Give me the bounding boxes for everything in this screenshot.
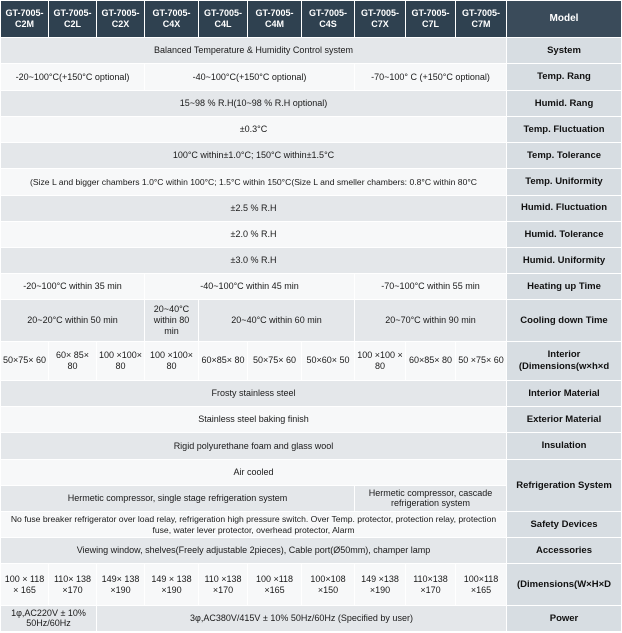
outer-dim-7: 100×108 ×150 — [302, 564, 355, 605]
interior-dim-1: 50×75× 60 — [1, 341, 49, 380]
row-safety — [1, 511, 622, 537]
humid-unif-value: ±3.0 % R.H — [1, 247, 507, 273]
model-header-row — [1, 1, 622, 38]
row-insulation — [1, 433, 622, 459]
interior-dim-10: 50 ×75× 60 — [456, 341, 507, 380]
model-col-9: GT-7005-C7L — [406, 1, 456, 38]
row-temp-fluct — [1, 116, 622, 142]
humid-range-label: Humid. Rang — [507, 90, 622, 116]
model-col-8: GT-7005-C7X — [355, 1, 406, 38]
outer-dim-1: 100 × 118 × 165 — [1, 564, 49, 605]
temp-tol-label: Temp. Tolerance — [507, 143, 622, 169]
insulation-value: Rigid polyurethane foam and glass wool — [1, 433, 507, 459]
model-col-7: GT-7005-C4S — [302, 1, 355, 38]
refrigeration-cooling: Air cooled — [1, 459, 507, 485]
interior-dim-4: 100 ×100× 80 — [145, 341, 199, 380]
temp-unif-label: Temp. Uniformity — [507, 169, 622, 195]
outer-dim-4: 149 × 138 ×190 — [145, 564, 199, 605]
interior-dim-3: 100 ×100× 80 — [97, 341, 145, 380]
row-accessories — [1, 538, 622, 564]
accessories-value: Viewing window, shelves(Freely adjustable 2pieces), Cable port(Ø50mm), champer lamp — [1, 538, 507, 564]
temp-range-c7: -70~100° C (+150°C optional) — [355, 64, 507, 90]
model-col-6: GT-7005-C4M — [248, 1, 302, 38]
model-col-10: GT-7005-C7M — [456, 1, 507, 38]
humid-fluct-label: Humid. Fluctuation — [507, 195, 622, 221]
safety-label: Safety Devices — [507, 511, 622, 537]
humid-tol-label: Humid. Tolerance — [507, 221, 622, 247]
row-interior-dim — [1, 341, 622, 380]
heating-c7: -70~100°C within 55 min — [355, 274, 507, 300]
exterior-mat-label: Exterior Material — [507, 407, 622, 433]
model-label: Model — [507, 1, 622, 38]
power-three-phase: 3φ,AC380V/415V ± 10% 50Hz/60Hz (Specified by user) — [97, 605, 507, 631]
row-power — [1, 605, 622, 631]
refrigeration-single: Hermetic compressor, single stage refrigeration system — [1, 485, 355, 511]
temp-fluct-value: ±0.3°C — [1, 116, 507, 142]
humid-range-value: 15~98 % R.H(10~98 % R.H optional) — [1, 90, 507, 116]
interior-dim-9: 60×85× 80 — [406, 341, 456, 380]
interior-dim-8: 100 ×100 × 80 — [355, 341, 406, 380]
cooling-c7: 20~70°C within 90 min — [355, 300, 507, 341]
temp-fluct-label: Temp. Fluctuation — [507, 116, 622, 142]
outer-dim-9: 110×138 ×170 — [406, 564, 456, 605]
refrigeration-cascade: Hermetic compressor, cascade refrigeration system — [355, 485, 507, 511]
interior-dim-5: 60×85× 80 — [199, 341, 248, 380]
outer-dim-6: 100 ×118 ×165 — [248, 564, 302, 605]
interior-dim-7: 50×60× 50 — [302, 341, 355, 380]
temp-tol-value: 100°C within±1.0°C; 150°C within±1.5°C — [1, 143, 507, 169]
row-system — [1, 38, 622, 64]
interior-mat-label: Interior Material — [507, 380, 622, 406]
temp-range-label: Temp. Rang — [507, 64, 622, 90]
safety-value: No fuse breaker refrigerator over load relay, refrigeration high pressure switch. Over Temp. protector, protection relay, protection fuse, water lever protector, overhead protector, Alarm — [1, 511, 507, 537]
row-refrigeration-1 — [1, 459, 622, 485]
model-col-5: GT-7005-C4L — [199, 1, 248, 38]
model-col-4: GT-7005-C4X — [145, 1, 199, 38]
row-humid-range — [1, 90, 622, 116]
outer-dim-8: 149 ×138 ×190 — [355, 564, 406, 605]
row-heating — [1, 274, 622, 300]
row-humid-fluct — [1, 195, 622, 221]
row-outer-dim — [1, 564, 622, 605]
humid-unif-label: Humid. Uniformity — [507, 247, 622, 273]
humid-fluct-value: ±2.5 % R.H — [1, 195, 507, 221]
outer-dim-2: 110× 138 ×170 — [49, 564, 97, 605]
row-humid-tol — [1, 221, 622, 247]
heating-c4: -40~100°C within 45 min — [145, 274, 355, 300]
exterior-mat-value: Stainless steel baking finish — [1, 407, 507, 433]
insulation-label: Insulation — [507, 433, 622, 459]
outer-dim-5: 110 ×138 ×170 — [199, 564, 248, 605]
cooling-c2: 20~20°C within 50 min — [1, 300, 145, 341]
temp-range-c4: -40~100°C(+150°C optional) — [145, 64, 355, 90]
row-temp-tol — [1, 143, 622, 169]
temp-unif-value: (Size L and bigger chambers 1.0°C within 100°C; 1.5°C within 150°C(Size L and smeller chambers: 0.8°C within 80°C — [1, 169, 507, 195]
row-cooling — [1, 300, 622, 341]
system-value: Balanced Temperature & Humidity Control system — [1, 38, 507, 64]
interior-dim-2: 60× 85× 80 — [49, 341, 97, 380]
cooling-label: Cooling down Time — [507, 300, 622, 341]
cooling-c4x: 20~40°C within 80 min — [145, 300, 199, 341]
temp-range-c2: -20~100°C(+150°C optional) — [1, 64, 145, 90]
heating-c2: -20~100°C within 35 min — [1, 274, 145, 300]
row-interior-mat — [1, 380, 622, 406]
row-exterior-mat — [1, 407, 622, 433]
model-col-1: GT-7005-C2M — [1, 1, 49, 38]
row-temp-range — [1, 64, 622, 90]
outer-dim-10: 100×118 ×165 — [456, 564, 507, 605]
heating-label: Heating up Time — [507, 274, 622, 300]
row-temp-unif — [1, 169, 622, 195]
outer-dim-3: 149× 138 ×190 — [97, 564, 145, 605]
model-col-3: GT-7005-C2X — [97, 1, 145, 38]
accessories-label: Accessories — [507, 538, 622, 564]
interior-mat-value: Frosty stainless steel — [1, 380, 507, 406]
interior-dim-label: Interior (Dimensions(w×h×d — [507, 341, 622, 380]
outer-dim-label: (Dimensions(W×H×D — [507, 564, 622, 605]
model-col-2: GT-7005-C2L — [49, 1, 97, 38]
refrigeration-label: Refrigeration System — [507, 459, 622, 511]
system-label: System — [507, 38, 622, 64]
cooling-c4: 20~40°C within 60 min — [199, 300, 355, 341]
row-humid-unif — [1, 247, 622, 273]
power-single-phase: 1φ,AC220V ± 10% 50Hz/60Hz — [1, 605, 97, 631]
humid-tol-value: ±2.0 % R.H — [1, 221, 507, 247]
interior-dim-6: 50×75× 60 — [248, 341, 302, 380]
power-label: Power — [507, 605, 622, 631]
